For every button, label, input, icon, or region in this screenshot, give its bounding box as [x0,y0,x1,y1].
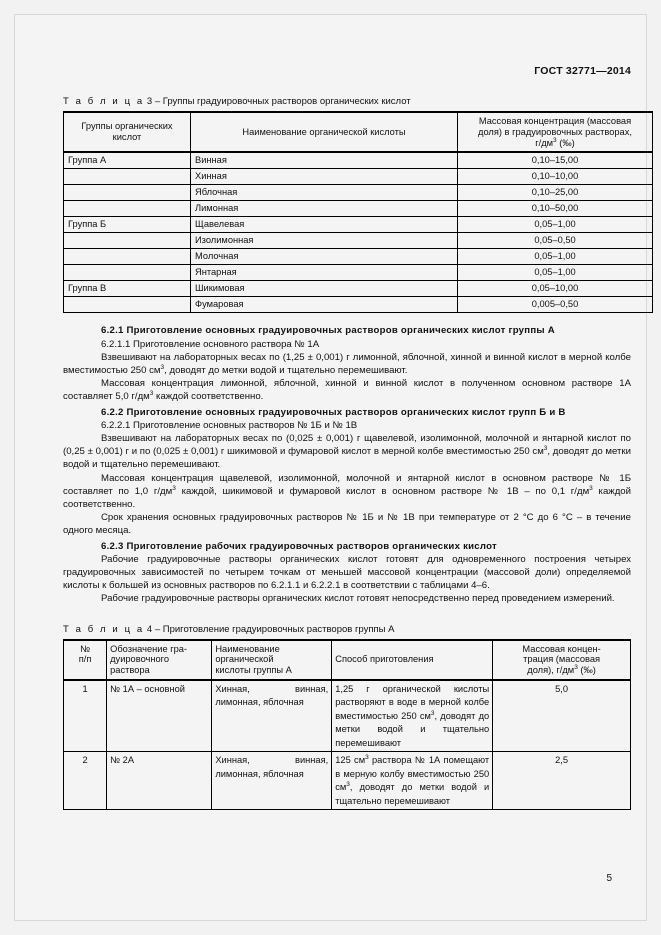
p6221b-text-b: каждой, шикимовой и фумаровой кислот в основном растворе № 1В – по 0,1 г/дм [175,485,590,497]
table3-cell-acid-name: Винная [191,152,458,169]
table3-cell-group [64,265,191,281]
table-row [64,249,653,265]
p6211b-text-a: Массовая концентрация лимонной, яблочной, хинной и винной кислот в полученном основном растворе 1А составляет 5,0 г/дм [63,378,631,403]
table3-caption-text: Группы градуировочных растворов органических кислот [162,96,411,107]
table3-body [64,152,653,313]
table4-header-conc-line3-a: доля), г/дм [527,665,575,676]
table-group-a-preparation [63,639,631,811]
table-row [64,169,653,185]
table3-cell-acid-name: Фумаровая [191,297,458,313]
table4-cell-method [332,680,493,752]
paragraph-6-2-1-1-weighing [63,351,631,377]
table3-head [64,112,653,152]
table4-header-acid-line3: кислоты группы А [215,665,292,676]
table4-cell-designation: № 2А [107,752,212,810]
table4-header-desig-line1: Обозначение гра- [110,643,188,654]
heading-6-2-1: 6.2.1 Приготовление основных градуировочных растворов органических кислот группы А [101,325,555,337]
paragraph-6-2-1-1-concentration [63,377,631,403]
method-sup: 3 [346,781,350,789]
table-row [64,201,653,217]
table3-header-conc-units-sup: 3 [553,136,557,144]
method-text-a: 1,25 г органической кислоты растворяют в воде в мерной колбе вместимостью 250 см [335,683,490,721]
p6221-text-a: Взвешивают на лабораторных весах по (0,025 ± 0,001) г щавелевой, изолимонной, молочной и янтарной кислот по (0,25 ± 0,001) г и по (0,025 ± 0,001) г шикимовой и фумаровой кислот в мерной колбе вместимостью 250 см [63,432,631,458]
table3-cell-concentration: 0,05–1,00 [458,217,653,233]
table3-cell-group [64,185,191,201]
table-row [64,680,631,752]
table4-cell-acid: Хинная, винная, лимонная, яблочная [212,752,332,810]
table3-header-name: Наименование органической кислоты [191,112,458,152]
method-text-b: , доводят до метки водой и тщательно перемешивают [335,782,490,806]
table3-caption-label: Т а б л и ц а [63,96,145,107]
table4-header-conc-line1: Массовая концен- [522,643,601,654]
table3-cell-group [64,169,191,185]
paragraph-6-2-3-before-measurement: Рабочие градуировочные растворы органических кислот готовят непосредственно перед проведением измерений. [101,593,615,605]
method-sup-pre: 3 [365,754,369,762]
table3-cell-group [64,249,191,265]
table3-header-row [64,112,653,152]
p6221-text-b: , доводят до метки водой и тщательно перемешивают. [63,446,631,471]
table4-caption [63,624,631,635]
table4-caption-label: Т а б л и ц а [63,623,145,635]
table4-header-acid-line2: органической [215,654,274,665]
table4-header-concentration [493,640,631,680]
heading-6-2-3: 6.2.3 Приготовление рабочих градуировочных растворов органических кислот [101,540,497,552]
table3-cell-group: Группа Б [64,217,191,233]
table3-cell-acid-name: Щавелевая [191,217,458,233]
table3-cell-concentration: 0,10–10,00 [458,169,653,185]
table3-cell-group: Группа В [64,281,191,297]
table4-cell-number: 2 [64,752,107,810]
method-sup: 3 [430,709,435,717]
table4-header-conc-sup: 3 [574,664,578,672]
table3-cell-acid-name: Янтарная [191,265,458,281]
method-text-a: 125 см [335,755,366,766]
table-row [64,152,653,169]
table4-head [64,640,631,680]
table3-caption-dash: – [154,96,161,107]
table4-cell-concentration: 5,0 [493,680,631,752]
table-row [64,217,653,233]
section-6-2-1 [63,324,631,403]
table3-cell-concentration: 0,005–0,50 [458,297,653,313]
paragraph-6-2-3-working-solutions: Рабочие градуировочные растворы органических кислот готовят для одновременного построения четырех градуировочных зависимостей по четырем точкам от меньшей массовой концентрации (массовой доли) определяемой кислоты к большей из основных растворов по 6.2.1.1 и 6.2.2.1 в соответствии с таблицами 4–6. [63,553,631,592]
paragraph-6-2-2-1-weighing [63,432,631,472]
table4-header-acid-line1: Наименование [215,643,280,654]
table4-header-num-line2: п/п [78,654,92,665]
p6211b-sup: 3 [149,390,154,398]
table3-caption [63,96,631,107]
spacer-before-table4 [63,606,631,624]
table-row [64,297,653,313]
table3-cell-acid-name: Молочная [191,249,458,265]
table3-cell-concentration: 0,05–10,00 [458,281,653,297]
table4-header-desig-line3: раствора [110,665,150,676]
table4-header-designation [107,640,212,680]
p6221b-sup: 3 [172,484,176,492]
table4-header-num [64,640,107,680]
table3-cell-group [64,233,191,249]
table4-cell-method [332,752,493,810]
table4-header-conc-line3-b: (‰) [577,665,596,676]
p6221c-text-c: – в течение одного месяца. [63,512,632,537]
paragraph-6-2-2-1-storage [63,511,631,537]
table3-cell-acid-name: Яблочная [191,185,458,201]
table3-cell-group: Группа А [64,152,191,169]
table4-header-acid [212,640,332,680]
p6221-sup: 3 [543,444,548,452]
table4-caption-dash: – [154,623,161,635]
p6211-text-b: , доводят до метки водой и тщательно перемешивают. [164,364,408,376]
table3-cell-acid-name: Изолимонная [191,233,458,249]
table3-cell-concentration: 0,10–50,00 [458,201,653,217]
table4-cell-concentration: 2,5 [493,752,631,810]
table4-header-row [64,640,631,680]
table3-caption-number: 3 [146,96,153,107]
table3-header-conc-units-a: г/дм [535,137,554,148]
table4-header-method: Способ приготовления [332,640,493,680]
table4-header-num-line1: № [80,643,91,654]
table-acid-groups [63,111,653,313]
table3-header-group: Группы органических кислот [64,112,191,152]
p6221b-text-c: каждой соответственно. [63,485,632,510]
page-content [63,65,631,810]
table3-header-conc-line1: Массовая концентрация (массовая [478,116,632,126]
degree-celsius-1: °С [522,512,534,524]
table3-cell-group [64,201,191,217]
table4-cell-acid: Хинная, винная, лимонная, яблочная [212,680,332,752]
table3-cell-concentration: 0,05–1,00 [458,249,653,265]
page-sheet [14,14,647,921]
table3-cell-group [64,297,191,313]
table3-cell-acid-name: Хинная [191,169,458,185]
table4-header-desig-line2: дуировочного [110,654,170,665]
table-row [64,752,631,810]
section-6-2-2 [63,406,631,538]
table3-header-concentration [458,112,653,152]
table3-cell-concentration: 0,05–0,50 [458,233,653,249]
table4-caption-number: 4 [146,623,153,635]
table4-cell-designation: № 1А – основной [107,680,212,752]
page-number: 5 [606,873,612,884]
table3-cell-concentration: 0,10–25,00 [458,185,653,201]
p6221b-sup2: 3 [589,484,593,492]
p6221c-text-b: до 6 [533,512,563,524]
section-6-2-3 [63,540,631,606]
method-text-a2: раствора № 1А помещают в мерную колбу вместимостью 250 см [335,755,490,793]
table4-header-conc-line2: трация (массовая [523,654,601,665]
table-row [64,185,653,201]
paragraph-6-2-2-1-concentration [63,472,631,512]
table-row [64,265,653,281]
p6221b-text-a: Массовая концентрация щавелевой, изолимонной, молочной и янтарной кислот в основном растворе № 1Б составляет по 1,0 г/дм [63,472,631,497]
table4-body [64,680,631,810]
table3-header-conc-units-b: (‰) [556,137,575,148]
table4-caption-text: Приготовление градуировочных растворов группы А [162,623,395,635]
degree-celsius-2: °С [562,512,573,524]
table3-cell-acid-name: Лимонная [191,201,458,217]
p6211b-text-b: каждой соответственно. [153,391,264,403]
table3-cell-concentration: 0,10–15,00 [458,152,653,169]
heading-6-2-1-1: 6.2.1.1 Приготовление основного раствора № 1А [101,338,320,350]
standard-number-header: ГОСТ 32771—2014 [534,65,631,77]
p6211-sup: 3 [160,363,165,371]
method-text-b: , доводят до метки водой и тщательно перемешивают [335,710,490,748]
table3-cell-concentration: 0,05–1,00 [458,265,653,281]
table4-cell-number: 1 [64,680,107,752]
table3-cell-acid-name: Шикимовая [191,281,458,297]
heading-6-2-2: 6.2.2 Приготовление основных градуировочных растворов органических кислот групп Б и В [101,406,566,418]
p6221c-text-a: Срок хранения основных градуировочных растворов № 1Б и № 1В при температуре от 2 [101,512,523,524]
table-row [64,233,653,249]
table3-header-conc-line2: доля) в градуировочных растворах, [478,126,632,137]
p6211-text-a: Взвешивают на лабораторных весах по (1,25 ± 0,001) г лимонной, яблочной, хинной и винной кислот в мерной колбе вместимостью 250 см [63,351,631,376]
table-row [64,281,653,297]
heading-6-2-2-1: 6.2.2.1 Приготовление основных растворов № 1Б и № 1В [101,419,358,431]
